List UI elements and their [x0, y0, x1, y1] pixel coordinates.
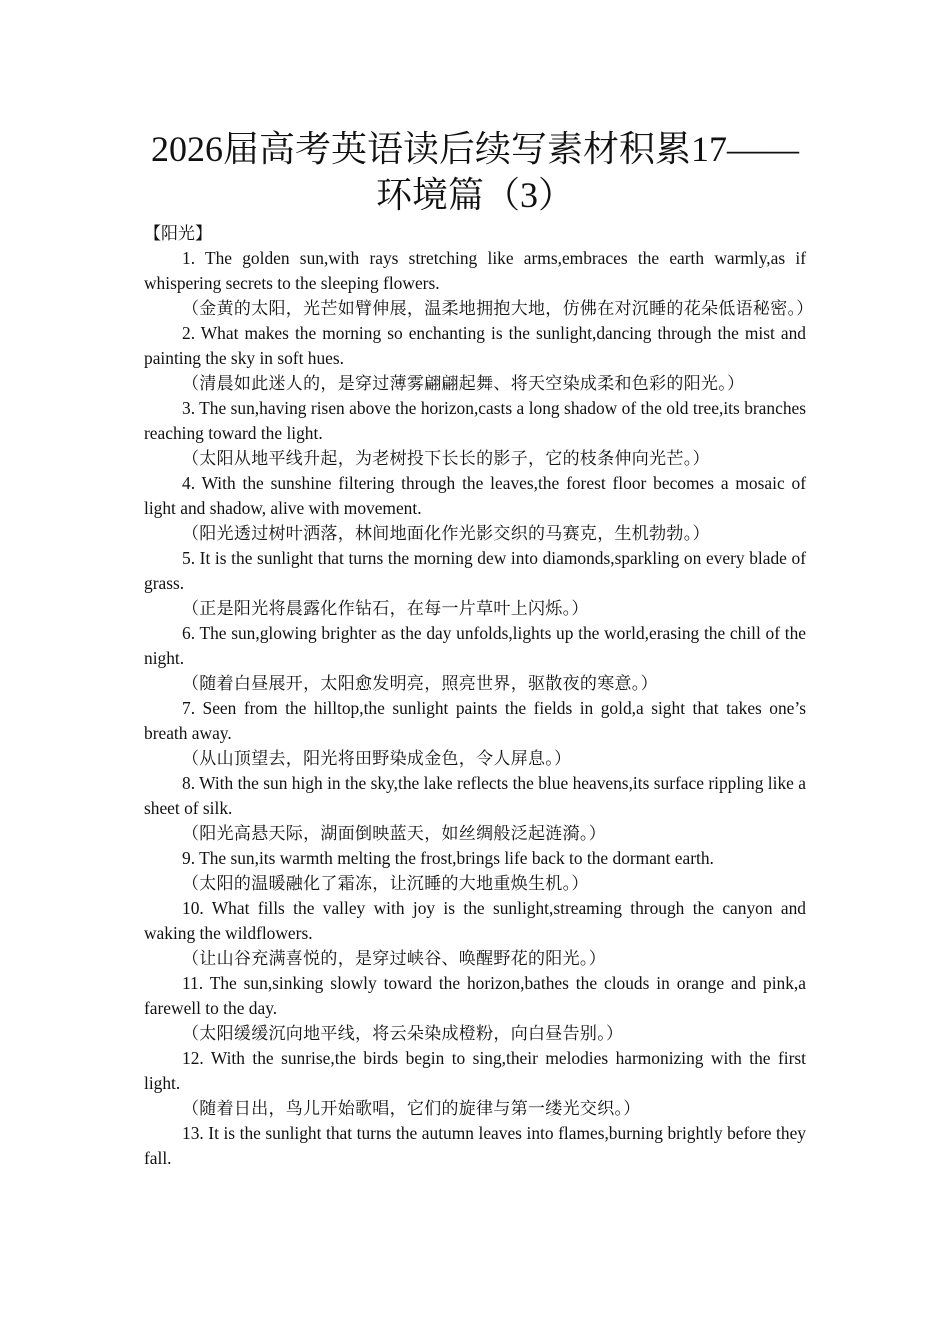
entry-english: 8. With the sun high in the sky,the lake reflects the blue heavens,its surface rippling like a sheet of silk.	[144, 773, 806, 818]
entry-chinese: （阳光高悬天际，湖面倒映蓝天，如丝绸般泛起涟漪。）	[182, 824, 606, 843]
entry-6	[144, 621, 806, 696]
title-line-2: 环境篇（3）	[375, 175, 574, 215]
entry-8	[144, 771, 806, 846]
entry-chinese: （清晨如此迷人的，是穿过薄雾翩翩起舞、将天空染成柔和色彩的阳光。）	[182, 374, 745, 393]
entry-chinese: （随着日出，鸟儿开始歌唱，它们的旋律与第一缕光交织。）	[182, 1099, 641, 1118]
entry-english: 10. What fills the valley with joy is the sunlight,streaming through the canyon and waking the wildflowers.	[144, 898, 806, 943]
entry-english: 9. The sun,its warmth melting the frost,brings life back to the dormant earth.	[182, 848, 714, 868]
title-line-1: 2026届高考英语读后续写素材积累17——	[150, 129, 799, 169]
entry-chinese: （金黄的太阳，光芒如臂伸展，温柔地拥抱大地，仿佛在对沉睡的花朵低语秘密。）	[182, 299, 814, 318]
entry-english: 12. With the sunrise,the birds begin to sing,their melodies harmonizing with the first light.	[144, 1048, 806, 1093]
entry-3	[144, 396, 806, 471]
entry-4	[144, 471, 806, 546]
entry-english: 11. The sun,sinking slowly toward the horizon,bathes the clouds in orange and pink,a farewell to the day.	[144, 973, 806, 1018]
document-page	[144, 126, 814, 1171]
entry-chinese: （太阳从地平线升起，为老树投下长长的影子，它的枝条伸向光芒。）	[182, 449, 710, 468]
entry-chinese: （从山顶望去，阳光将田野染成金色，令人屏息。）	[182, 749, 572, 768]
entry-chinese: （太阳的温暖融化了霜冻，让沉睡的大地重焕生机。）	[182, 874, 589, 893]
entry-chinese: （太阳缓缓沉向地平线，将云朵染成橙粉，向白昼告别。）	[182, 1024, 624, 1043]
entry-chinese: （让山谷充满喜悦的，是穿过峡谷、唤醒野花的阳光。）	[182, 949, 606, 968]
entry-english: 13. It is the sunlight that turns the autumn leaves into flames,burning brightly before they fall.	[144, 1123, 806, 1168]
entry-9	[144, 846, 806, 896]
entry-english: 1. The golden sun,with rays stretching like arms,embraces the earth warmly,as if whispering secrets to the sleeping flowers.	[144, 248, 806, 293]
entry-5	[144, 546, 806, 621]
entry-english: 5. It is the sunlight that turns the morning dew into diamonds,sparkling on every blade of grass.	[144, 548, 806, 593]
entry-11	[144, 971, 806, 1046]
entry-chinese: （正是阳光将晨露化作钻石，在每一片草叶上闪烁。）	[182, 599, 589, 618]
document-title	[144, 126, 806, 218]
entry-english: 7. Seen from the hilltop,the sunlight paints the fields in gold,a sight that takes one’s breath away.	[144, 698, 806, 743]
entry-chinese: （随着白昼展开，太阳愈发明亮，照亮世界，驱散夜的寒意。）	[182, 674, 658, 693]
entry-english: 6. The sun,glowing brighter as the day unfolds,lights up the world,erasing the chill of the night.	[144, 623, 806, 668]
entry-1	[144, 246, 814, 321]
entry-list	[144, 246, 814, 1171]
entry-10	[144, 896, 806, 971]
entry-12	[144, 1046, 806, 1121]
entry-7	[144, 696, 806, 771]
entry-chinese: （阳光透过树叶洒落，林间地面化作光影交织的马赛克，生机勃勃。）	[182, 524, 710, 543]
section-heading: 【阳光】	[144, 224, 212, 243]
entry-13	[144, 1121, 806, 1171]
entry-english: 3. The sun,having risen above the horizon,casts a long shadow of the old tree,its branches reaching toward the light.	[144, 398, 806, 443]
entry-english: 2. What makes the morning so enchanting is the sunlight,dancing through the mist and painting the sky in soft hues.	[144, 323, 806, 368]
entry-english: 4. With the sunshine filtering through the leaves,the forest floor becomes a mosaic of light and shadow, alive with movement.	[144, 473, 806, 518]
entry-2	[144, 321, 806, 396]
